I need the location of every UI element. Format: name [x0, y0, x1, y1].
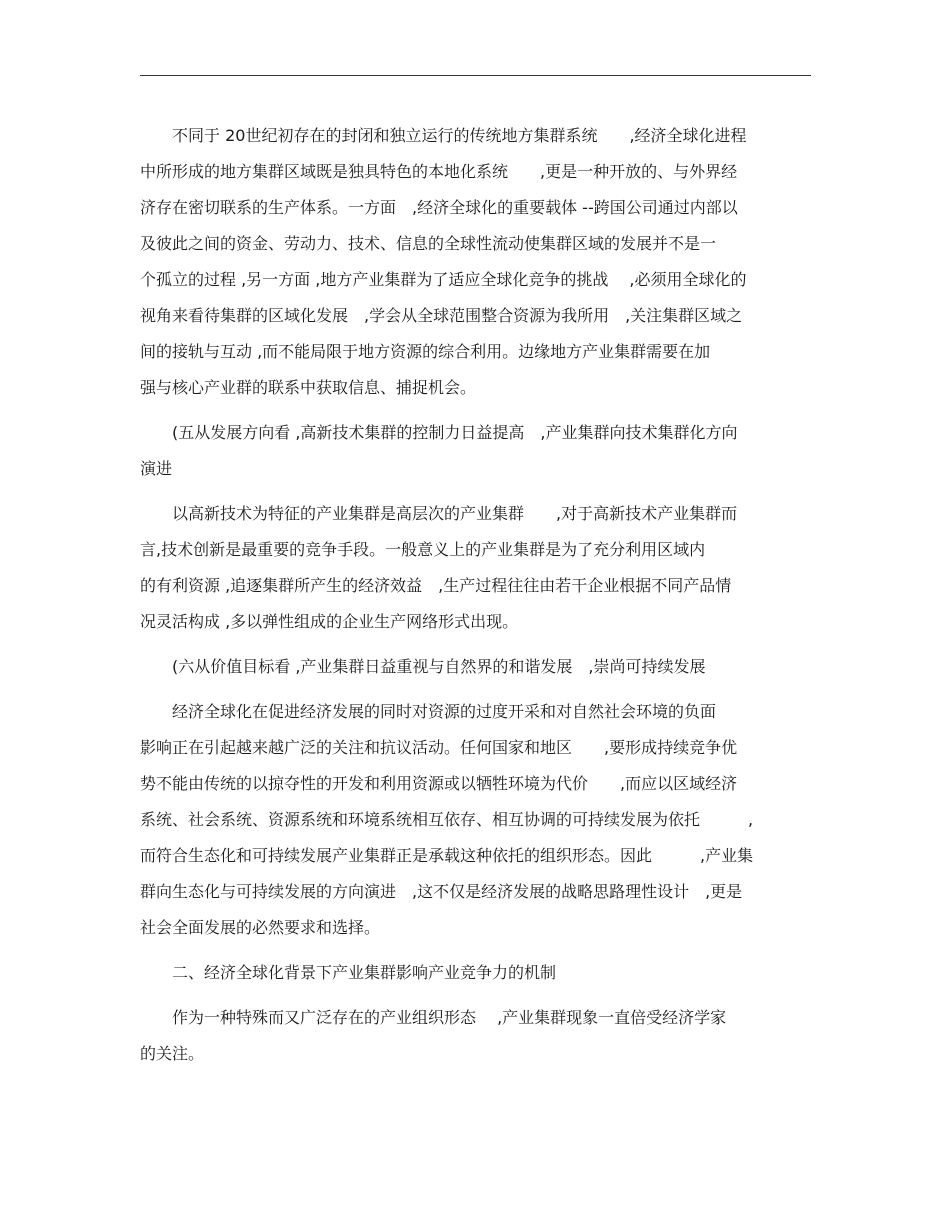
paragraph-gap: [140, 946, 811, 955]
paragraph-gap: [140, 487, 811, 496]
text-line: 经济全球化在促进经济发展的同时对资源的过度开采和对自然社会环境的负面: [140, 702, 717, 721]
text-line: 言,技术创新是最重要的竞争手段。一般意义上的产业集群是为了充分利用区域内: [140, 540, 706, 559]
text-line: 系统、社会系统、资源系统和环境系统相互依存、相互协调的可持续发展为依托 ,: [140, 810, 754, 829]
text-line: 视角来看待集群的区域化发展 ,学会从全球范围整合资源为我所用 ,关注集群区域之: [140, 306, 743, 325]
paragraph: [140, 694, 811, 946]
text-line: 济存在密切联系的生产体系。一方面 ,经济全球化的重要载体 --跨国公司通过内部以: [140, 198, 738, 217]
paragraph: [140, 496, 811, 640]
text-line: 而符合生态化和可持续发展产业集群正是承载这种依托的组织形态。因此 ,产业集: [140, 846, 754, 865]
text-line: 中所形成的地方集群区域既是独具特色的本地化系统 ,更是一种开放的、与外界经: [140, 162, 738, 181]
text-line: 作为一种特殊而又广泛存在的产业组织形态 ,产业集群现象一直倍受经济学家: [140, 1008, 727, 1027]
paragraph: [140, 649, 811, 685]
text-line: (六从价值目标看 ,产业集群日益重视与自然界的和谐发展 ,崇尚可持续发展: [140, 657, 706, 676]
text-line: 强与核心产业群的联系中获取信息、捕捉机会。: [140, 378, 477, 397]
text-line: 二、经济全球化背景下产业集群影响产业竞争力的机制: [140, 963, 557, 982]
paragraph: [140, 118, 811, 406]
paragraph-gap: [140, 991, 811, 1000]
text-line: (五从发展方向看 ,高新技术集群的控制力日益提高 ,产业集群向技术集群化方向: [140, 423, 738, 442]
text-line: 以高新技术为特征的产业集群是高层次的产业集群 ,对于高新技术产业集群而: [140, 504, 738, 523]
paragraph: [140, 415, 811, 487]
text-line: 及彼此之间的资金、劳动力、技术、信息的全球性流动使集群区域的发展并不是一: [140, 234, 717, 253]
text-line: 况灵活构成 ,多以弹性组成的企业生产网络形式出现。: [140, 612, 519, 631]
text-line: 间的接轨与互动 ,而不能局限于地方资源的综合利用。边缘地方产业集群需要在加: [140, 342, 711, 361]
paragraph: [140, 1000, 811, 1072]
text-line: 影响正在引起越来越广泛的关注和抗议活动。任何国家和地区 ,要形成持续竞争优: [140, 738, 738, 757]
text-line: 的关注。: [140, 1044, 205, 1063]
text-line: 社会全面发展的必然要求和选择。: [140, 918, 381, 937]
paragraph: [140, 955, 811, 991]
paragraph-gap: [140, 685, 811, 694]
document-body: [140, 118, 811, 1072]
header-rule: [140, 75, 811, 76]
text-line: 的有利资源 ,追逐集群所产生的经济效益 ,生产过程往往由若干企业根据不同产品情: [140, 576, 732, 595]
text-line: 演进: [140, 459, 173, 478]
text-line: 不同于 20世纪初存在的封闭和独立运行的传统地方集群系统 ,经济全球化进程: [140, 126, 747, 145]
text-line: 个孤立的过程 ,另一方面 ,地方产业集群为了适应全球化竞争的挑战 ,必须用全球化的: [140, 270, 747, 289]
text-line: 群向生态化与可持续发展的方向演进 ,这不仅是经济发展的战略思路理性设计 ,更是: [140, 882, 743, 901]
paragraph-gap: [140, 640, 811, 649]
paragraph-gap: [140, 406, 811, 415]
text-line: 势不能由传统的以掠夺性的开发和利用资源或以牺牲环境为代价 ,而应以区域经济: [140, 774, 738, 793]
